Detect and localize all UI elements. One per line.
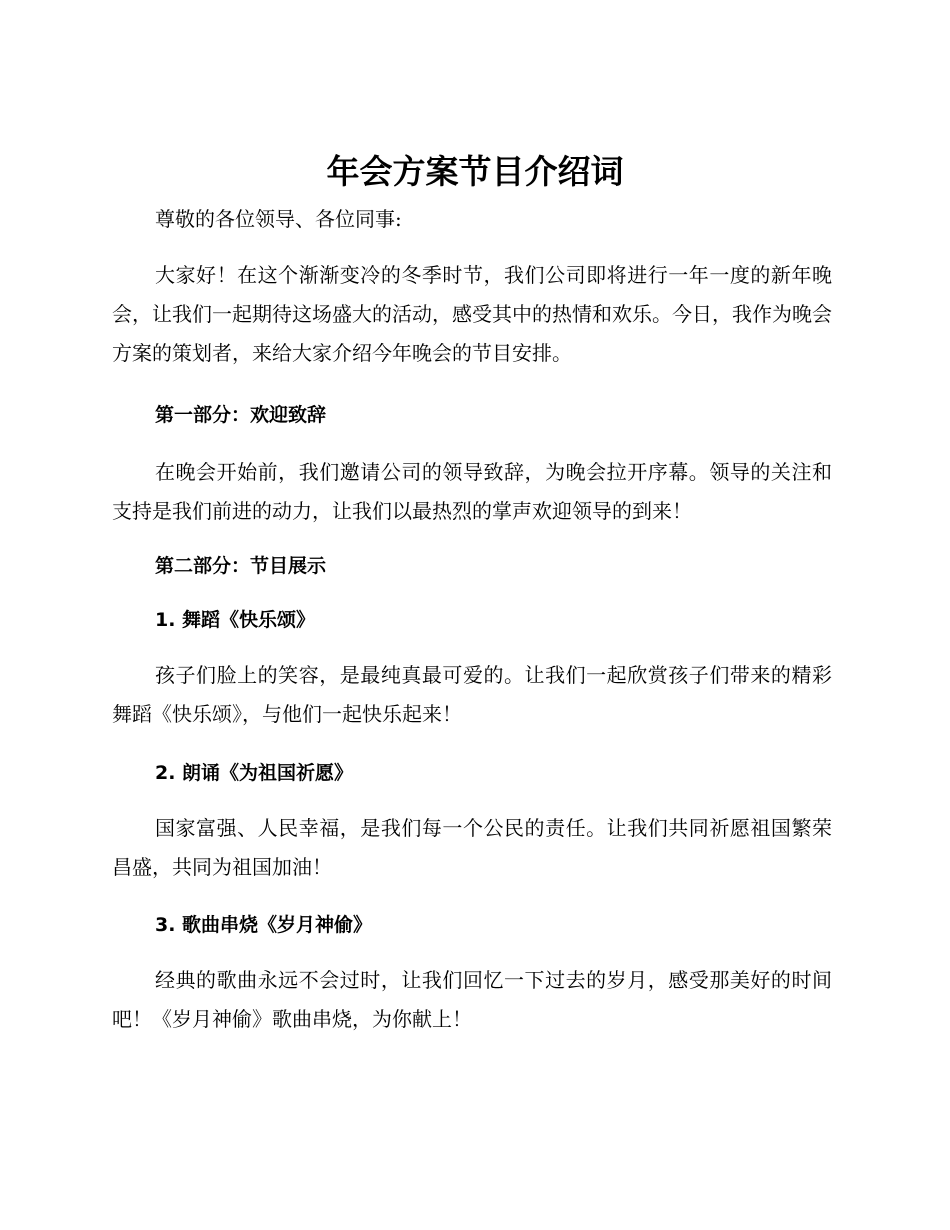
item2-heading: 2. 朗诵《为祖国祈愿》 (155, 762, 354, 784)
item3-heading: 3. 歌曲串烧《岁月神偷》 (155, 914, 373, 936)
salutation: 尊敬的各位领导、各位同事: (155, 207, 402, 231)
item1-paragraph: 孩子们脸上的笑容，是最纯真最可爱的。让我们一起欣赏孩子们带来的精彩舞蹈《快乐颂》，与他们一起快乐起来！ (112, 663, 832, 726)
item1-heading: 1. 舞蹈《快乐颂》 (155, 609, 316, 631)
part2-heading: 第二部分：节目展示 (155, 555, 327, 577)
part1-heading: 第一部分：欢迎致辞 (155, 404, 327, 426)
intro-paragraph: 大家好！在这个渐渐变冷的冬季时节，我们公司即将进行一年一度的新年晚会，让我们一起期待这场盛大的活动，感受其中的热情和欢乐。今日，我作为晚会方案的策划者，来给大家介绍今年晚会的节目安排。 (112, 263, 832, 365)
item2-paragraph: 国家富强、人民幸福，是我们每一个公民的责任。让我们共同祈愿祖国繁荣昌盛，共同为祖国加油！ (112, 816, 832, 879)
item3-paragraph: 经典的歌曲永远不会过时，让我们回忆一下过去的岁月，感受那美好的时间吧！《岁月神偷》歌曲串烧，为你献上！ (112, 968, 832, 1031)
part1-paragraph: 在晚会开始前，我们邀请公司的领导致辞，为晚会拉开序幕。领导的关注和支持是我们前进的动力，让我们以最热烈的掌声欢迎领导的到来！ (112, 460, 832, 523)
document-title: 年会方案节目介绍词 (326, 152, 624, 191)
